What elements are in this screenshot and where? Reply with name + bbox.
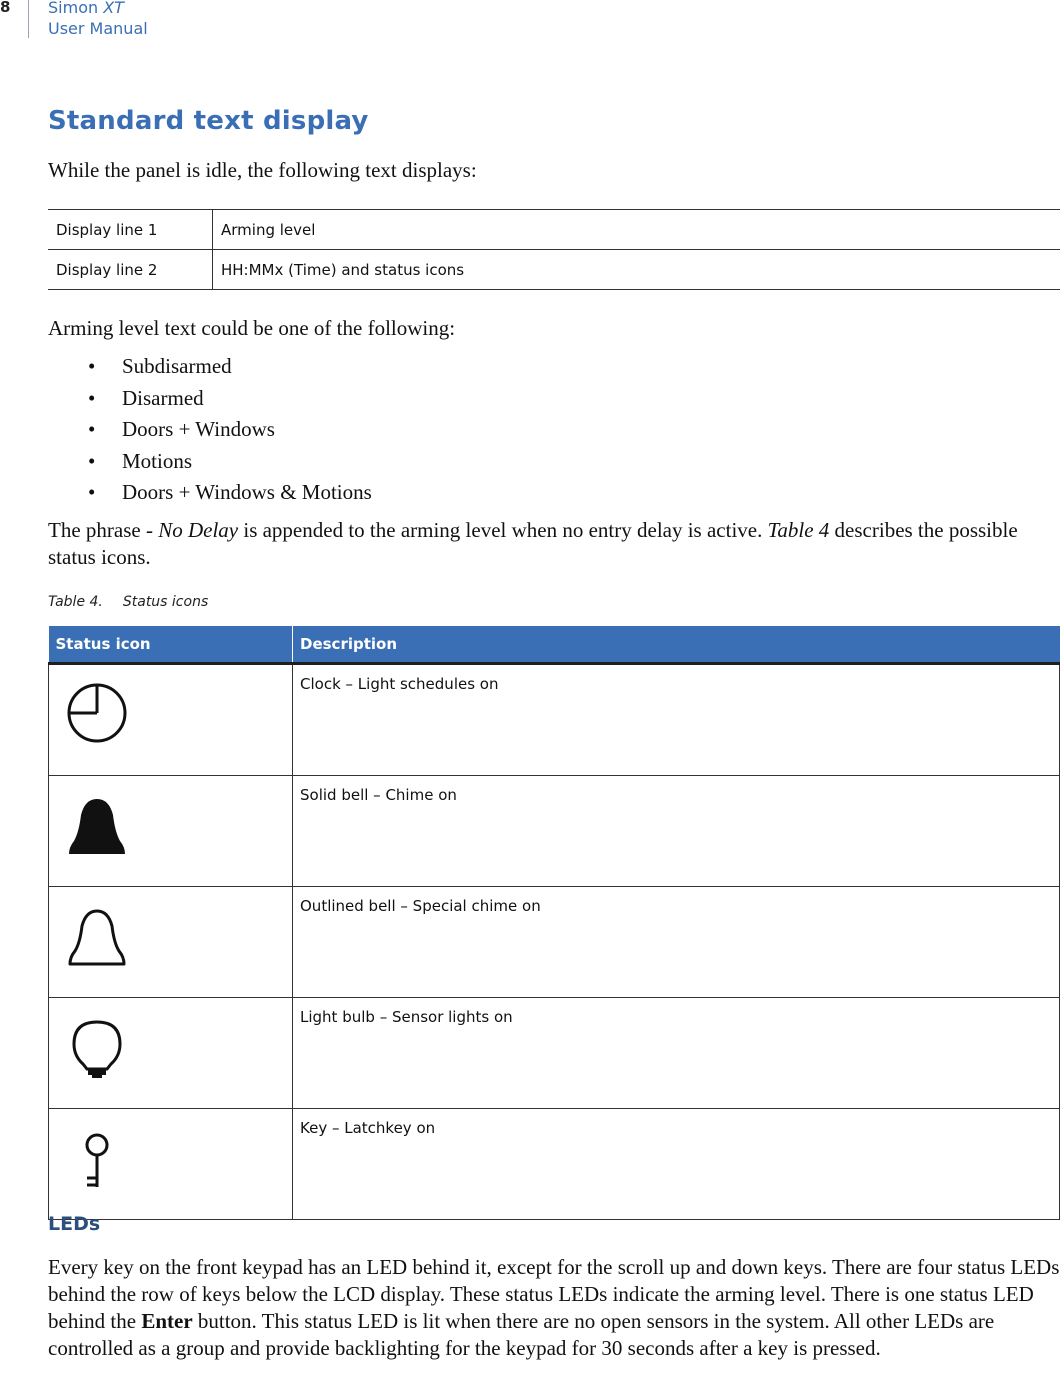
table-row — [49, 998, 1060, 1109]
table-header-row — [49, 626, 1060, 664]
caption-title: Status icons — [122, 594, 209, 610]
table-reference-link[interactable]: Table 4 — [767, 518, 830, 542]
intro-paragraph: While the panel is idle, the following text displays: — [48, 158, 477, 182]
arming-levels-list — [48, 352, 372, 510]
section-title: Standard text display — [48, 106, 369, 136]
table-row — [49, 776, 1060, 887]
enter-term: Enter — [141, 1309, 193, 1333]
icon-cell — [49, 776, 293, 887]
list-item: • Disarmed — [48, 384, 372, 416]
display-lines-table — [48, 209, 1060, 290]
table-row — [49, 1109, 1060, 1220]
no-delay-paragraph — [48, 517, 1048, 571]
running-header — [48, 0, 148, 39]
display-line-label: Display line 1 — [48, 210, 213, 250]
icon-description: Outlined bell – Special chime on — [293, 887, 1060, 998]
status-icons-table — [48, 626, 1060, 1220]
list-item: • Doors + Windows — [48, 415, 372, 447]
header-divider — [28, 0, 29, 38]
list-item: • Motions — [48, 447, 372, 479]
icon-cell — [49, 664, 293, 776]
display-line-content: HH:MMx (Time) and status icons — [213, 250, 1060, 290]
text-run: is appended to the arming level when no entry delay is active. — [238, 518, 768, 542]
table-caption — [48, 594, 208, 610]
no-delay-term: No Delay — [158, 518, 239, 542]
list-item: • Subdisarmed — [48, 352, 372, 384]
doc-type: User Manual — [48, 19, 148, 38]
leds-paragraph — [48, 1254, 1060, 1362]
outlined-bell-icon — [65, 901, 131, 967]
icon-cell — [49, 887, 293, 998]
product-prefix: Simon — [48, 0, 104, 17]
display-line-content: Arming level — [213, 210, 1060, 250]
icon-description: Solid bell – Chime on — [293, 776, 1060, 887]
clock-icon — [65, 679, 131, 745]
text-run: Every key on the front keypad has an LED behind it, except for the scroll up and down keys. There are four status LEDs behind the row of keys below the LCD display. These status LEDs indicate the arming level. There is one status LED behind the — [48, 1255, 1060, 1333]
table-row — [48, 210, 1060, 250]
table-row — [48, 250, 1060, 290]
text-run: The phrase - — [48, 518, 159, 542]
list-item: • Doors + Windows & Motions — [48, 478, 372, 510]
key-icon — [65, 1123, 131, 1189]
icon-cell — [49, 1109, 293, 1220]
icon-description: Key – Latchkey on — [293, 1109, 1060, 1220]
leds-title: LEDs — [48, 1213, 101, 1235]
product-model: XT — [103, 0, 124, 17]
column-header: Description — [293, 626, 1060, 664]
arming-intro: Arming level text could be one of the following: — [48, 316, 456, 340]
table-row — [49, 664, 1060, 776]
icon-cell — [49, 998, 293, 1109]
icon-description: Light bulb – Sensor lights on — [293, 998, 1060, 1109]
light-bulb-icon — [65, 1012, 131, 1078]
display-line-label: Display line 2 — [48, 250, 213, 290]
column-header: Status icon — [49, 626, 293, 664]
text-run: button. This status LED is lit when there are no open sensors in the system. All other LEDs are controlled as a group and provide backlighting for the keypad for 30 seconds after a key is pressed. — [48, 1309, 995, 1360]
page-number: 8 — [0, 0, 11, 16]
text-run: describes the possible status icons. — [48, 518, 1018, 569]
icon-description: Clock – Light schedules on — [293, 664, 1060, 776]
table-row — [49, 887, 1060, 998]
solid-bell-icon — [65, 790, 131, 856]
caption-number: Table 4. — [48, 594, 103, 610]
